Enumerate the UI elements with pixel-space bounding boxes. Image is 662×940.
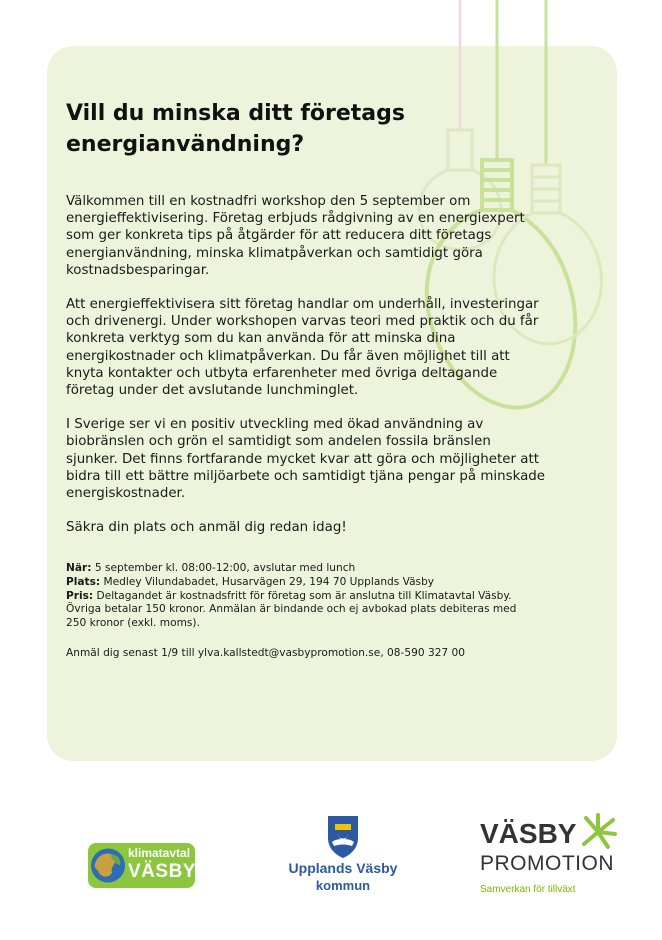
promotion-line1: VÄSBY (480, 818, 577, 849)
starburst-icon (578, 812, 618, 852)
info-price-label: Pris: (66, 589, 94, 602)
contact-line: Anmäl dig senast 1/9 till ylva.kallstedt@vasbypromotion.se, 08-590 327 00 (66, 647, 466, 660)
paragraph-cta: Säkra din plats och anmäl dig redan idag! (66, 520, 347, 536)
info-place (66, 576, 526, 590)
klimatavtal-line1: klimatavtal (128, 846, 191, 860)
upplands-vasby-logo (280, 812, 406, 897)
promotion-line2: PROMOTION (480, 852, 614, 875)
upplands-line2: kommun (315, 878, 371, 893)
paragraph-intro: Välkommen till en kostnadfri workshop den 5 september om energieffektivisering. Företag erbjuds rådgivning av en energiexpert som ger konkreta tips på åtgärder för att reducera ditt företags energianvändning, minska klimatpåverkan och samtidigt göra kostnadsbesparingar. (66, 194, 525, 278)
paragraph-details: Att energieffektivisera sitt företag handlar om underhåll, investeringar och drivenergi. Under workshopen varvas teori med praktik och du får konkreta verktyg som du kan använda för att minska dina energikostnader och klimatpåverkan. Du får även möjlighet till att knyta kontakter och utbyta erfarenheter med övriga deltagande företag under det avslutande lunchminglet. (66, 297, 539, 399)
main-content (66, 98, 546, 660)
info-place-value: Medley Vilundabadet, Husarvägen 29, 194 70 Upplands Väsby (100, 576, 435, 589)
klimatavtal-line2: VÄSBY (128, 861, 196, 882)
paragraph-sweden: I Sverige ser vi en positiv utveckling med ökad användning av biobränslen och grön el samtidigt som andelen fossila bränslen sjunker. Det finns fortfarande mycket kvar att göra och möjligheter att bidra till ett bättre miljöarbete och samtidigt tjäna pengar på minskade energiskostnader. (66, 417, 546, 502)
event-info (66, 562, 526, 630)
info-place-label: Plats: (66, 576, 101, 589)
info-when-value: 5 september kl. 08:00-12:00, avslutar med lunch (91, 562, 356, 575)
vasby-promotion-logo (480, 816, 620, 896)
upplands-line1: Upplands Väsby (288, 860, 398, 876)
info-price-value: Deltagandet är kostnadsfritt för företag som är anslutna till Klimatavtal Väsby. Övriga betalar 150 kronor. Anmälan är bindande och ej avbokad plats debiteras med 250 kronor (exkl. moms). (66, 589, 517, 629)
coat-of-arms-icon (280, 812, 406, 860)
promotion-tagline: Samverkan för tillväxt (480, 884, 576, 895)
info-when-label: När: (66, 562, 92, 575)
page-title: Vill du minska ditt företags energianvändning? (66, 101, 405, 157)
klimatavtal-logo (88, 843, 195, 888)
info-when (66, 562, 526, 576)
info-price (66, 590, 526, 631)
